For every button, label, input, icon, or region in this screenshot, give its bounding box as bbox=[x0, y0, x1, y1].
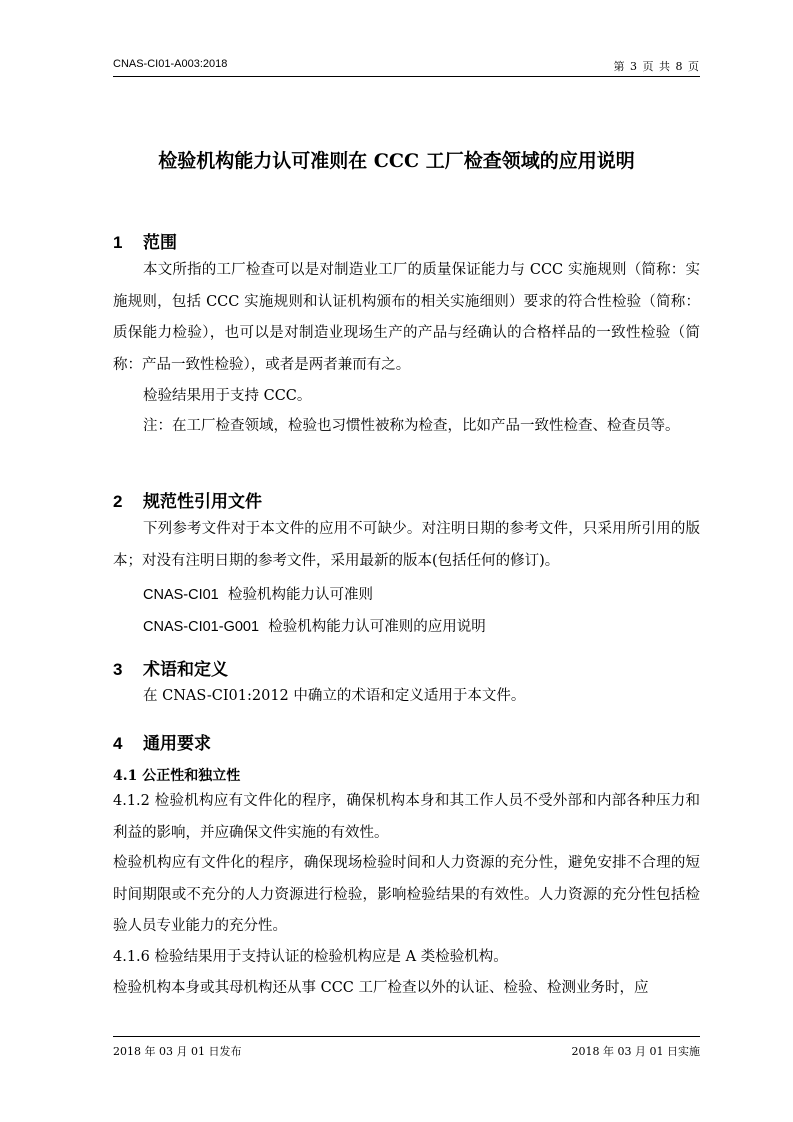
page-header bbox=[113, 56, 700, 77]
section-number: 2 bbox=[113, 492, 123, 511]
section-3-heading bbox=[113, 655, 228, 680]
section-1-note: 注：在工厂检查领域，检验也习惯性被称为检查，比如产品一致性检查、检查员等。 bbox=[143, 418, 680, 434]
reference-title: 检验机构能力认可准则的应用说明 bbox=[268, 619, 486, 635]
section-number: 3 bbox=[113, 660, 123, 679]
section-1-paragraph: 本文所指的工厂检查可以是对制造业工厂的质量保证能力与 CCC 实施规则（简称：实施规则，包括 CCC 实施规则和认证机构颁布的相关实施细则）要求的符合性检验（简称：质保能力检验），也可以是对制造业现场生产的产品与经确认的合格样品的一致性检验（简称：产品一致性检验），或者是两者兼而有之。 bbox=[113, 262, 700, 373]
subsection-4-1-heading: 4.1 公正性和独立性 bbox=[113, 768, 241, 784]
reference-item bbox=[143, 615, 486, 636]
section-2-heading bbox=[113, 487, 262, 512]
section-number: 1 bbox=[113, 233, 123, 252]
reference-code: CNAS-CI01 bbox=[143, 587, 219, 603]
clause-4-1-2-paragraph-2: 检验机构应有文件化的程序，确保现场检验时间和人力资源的充分性，避免安排不合理的短时间期限或不充分的人力资源进行检验，影响检验结果的有效性。人力资源的充分性包括检验人员专业能力的充分性。 bbox=[113, 855, 700, 934]
section-title: 规范性引用文件 bbox=[143, 492, 262, 512]
document-title: 检验机构能力认可准则在 CCC 工厂检查领域的应用说明 bbox=[158, 150, 635, 172]
clause-4-1-2: 4.1.2 检验机构应有文件化的程序，确保机构本身和其工作人员不受外部和内部各种压力和利益的影响，并应确保文件实施的有效性。 bbox=[113, 793, 700, 841]
section-1-paragraph-2: 检验结果用于支持 CCC。 bbox=[143, 388, 312, 404]
reference-code: CNAS-CI01-G001 bbox=[143, 619, 260, 635]
issue-date: 2018 年 03 月 01 日发布 bbox=[113, 1045, 242, 1058]
section-4-heading bbox=[113, 729, 211, 754]
section-title: 范围 bbox=[143, 233, 177, 253]
clause-4-1-6-paragraph-2: 检验机构本身或其母机构还从事 CCC 工厂检查以外的认证、检验、检测业务时，应 bbox=[113, 980, 649, 996]
section-3-paragraph: 在 CNAS-CI01:2012 中确立的术语和定义适用于本文件。 bbox=[143, 688, 526, 704]
document-code: CNAS-CI01-A003:2018 bbox=[113, 58, 228, 70]
reference-title: 检验机构能力认可准则 bbox=[227, 587, 373, 603]
section-title: 术语和定义 bbox=[143, 660, 228, 680]
clause-4-1-6: 4.1.6 检验结果用于支持认证的检验机构应是 A 类检验机构。 bbox=[113, 949, 508, 965]
reference-item bbox=[143, 583, 373, 604]
section-2-paragraph: 下列参考文件对于本文件的应用不可缺少。对注明日期的参考文件，只采用所引用的版本；对没有注明日期的参考文件，采用最新的版本(包括任何的修订)。 bbox=[113, 521, 700, 569]
section-number: 4 bbox=[113, 734, 123, 753]
section-title: 通用要求 bbox=[143, 734, 211, 754]
section-1-heading bbox=[113, 228, 177, 253]
page-number: 第 3 页 共 8 页 bbox=[613, 60, 700, 73]
implementation-date: 2018 年 03 月 01 日实施 bbox=[571, 1045, 700, 1058]
page-footer bbox=[113, 1036, 700, 1058]
